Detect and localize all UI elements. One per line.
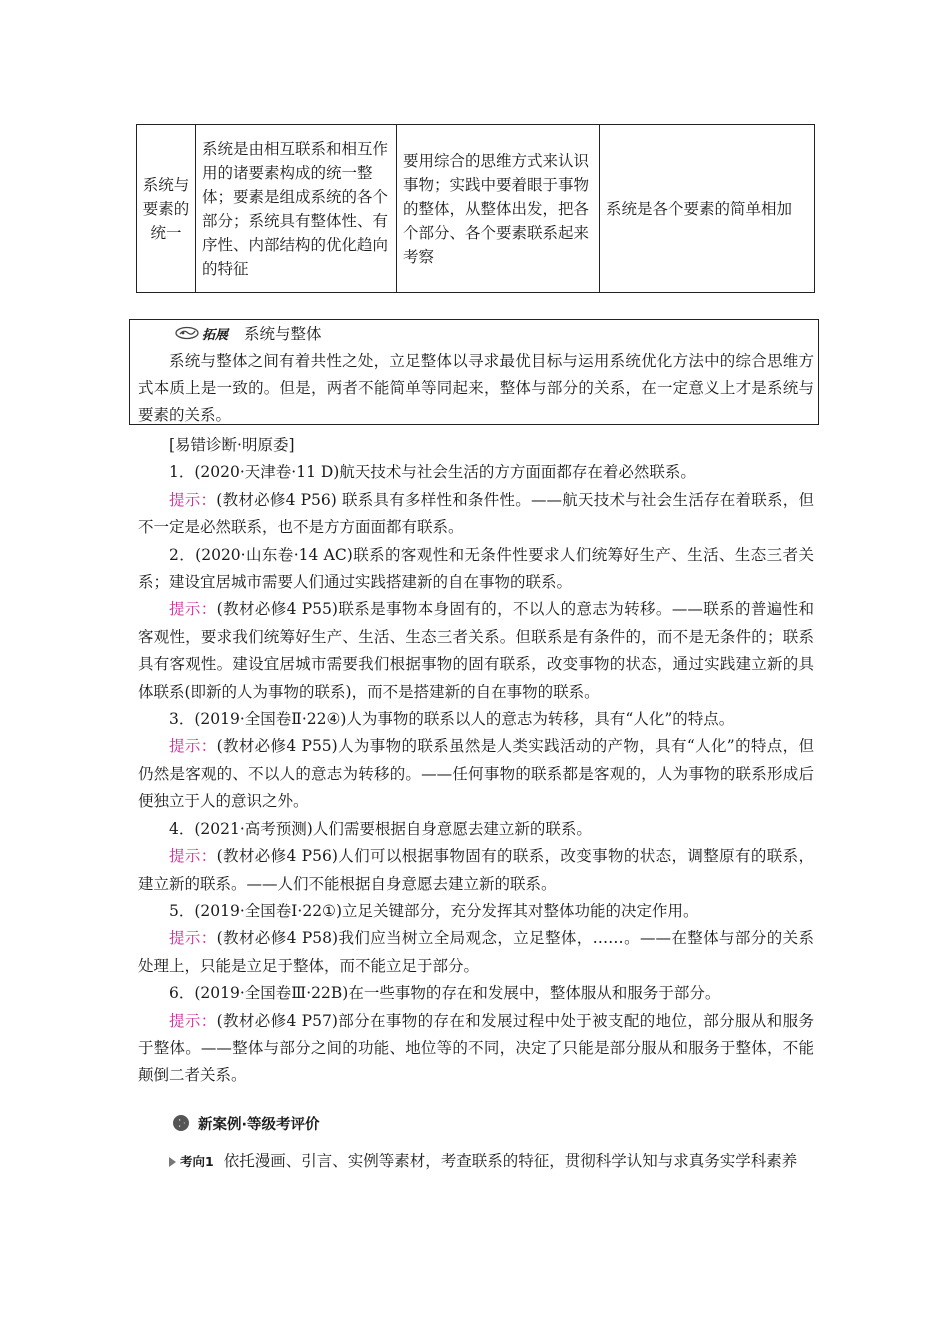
table-cell-requirement: 要用综合的思维方式来认识事物；实践中要着眼于事物的整体，从整体出发，把各个部分、各个要素联系起来考察 — [397, 125, 600, 293]
expand-box — [129, 319, 819, 425]
kaoxiang-text: 依托漫画、引言、实例等素材，考查联系的特征，贯彻科学认知与求真务实学科素养 — [223, 1152, 798, 1170]
hint-text: (教材必修4 P56) 联系具有多样性和条件性。——航天技术与社会生活存在着联系，但不一定是必然联系，也不是方方面面都有联系。 — [138, 490, 814, 537]
diagnosis-section — [138, 432, 814, 1090]
table-cell-meaning: 系统是由相互联系和相互作用的诸要素构成的统一整体；要素是组成系统的各个部分；系统具有整体性、有序性、内部结构的优化趋向的特征 — [196, 125, 397, 293]
hint-text: (教材必修4 P55)人为事物的联系虽然是人类实践活动的产物，具有“人化”的特点，但仍然是客观的、不以人的意志为转移的。——任何事物的联系都是客观的，人为事物的联系形成后便独立于人的意识之外。 — [138, 737, 814, 811]
expand-tag: 拓展 — [202, 327, 229, 343]
diagnosis-answer — [138, 843, 814, 898]
diagnosis-heading: [易错诊断·明原委] — [169, 436, 295, 454]
triangle-icon — [169, 1157, 176, 1167]
hint-label: 提示： — [169, 1011, 217, 1030]
expand-body: 系统与整体之间有着共性之处，立足整体以寻求最优目标与运用系统优化方法中的综合思维方式本质上是一致的。但是，两者不能简单等同起来，整体与部分的关系，在一定意义上才是系统与要素的关系。 — [138, 352, 814, 424]
hint-text: (教材必修4 P56)人们可以根据事物固有的联系，改变事物的状态，调整原有的联系，建立新的联系。——人们不能根据自身意愿去建立新的联系。 — [138, 847, 814, 893]
table-row — [137, 125, 815, 293]
expand-header — [174, 322, 322, 344]
diagnosis-answer — [138, 596, 814, 706]
hint-text: (教材必修4 P55)联系是事物本身固有的，不以人的意志为转移。——联系的普遍性和客观性，要求我们统筹好生产、生活、生态三者关系。但联系是有条件的，而不是无条件的；联系具有客观性。建设宜居城市需要我们根据事物的固有联系，改变事物的状态，通过实践建立新的具体联系(即新的人为事物的联系)，而不是搭建新的自在事物的联系。 — [138, 600, 814, 701]
table-cell-mistake: 系统是各个要素的简单相加 — [600, 125, 815, 293]
kaoxiang-tag: 考向1 — [180, 1154, 214, 1169]
section-title: 新案例·等级考评价 — [198, 1116, 320, 1133]
hint-label: 提示： — [169, 600, 217, 619]
diagnosis-answer — [138, 733, 814, 815]
diagnosis-question: 1．(2020·天津卷·11 D)航天技术与社会生活的方方面面都存在着必然联系。 — [169, 463, 696, 482]
hint-text: (教材必修4 P57)部分在事物的存在和发展过程中处于被支配的地位，部分服从和服务于整体。——整体与部分之间的功能、地位等的不同，决定了只能是部分服从和服务于整体，不能颠倒二者关系。 — [138, 1011, 814, 1085]
expand-title: 系统与整体 — [244, 325, 322, 343]
hint-label: 提示： — [169, 737, 217, 756]
hint-label: 提示： — [169, 490, 217, 509]
diagnosis-question: 6．(2019·全国卷Ⅲ·22B)在一些事物的存在和发展中，整体服从和服务于部分。 — [169, 984, 721, 1003]
diagnosis-answer — [138, 925, 814, 980]
diagnosis-question: 3．(2019·全国卷Ⅱ·22④)人为事物的联系以人的意志为转移，具有“人化”的特点。 — [169, 710, 735, 729]
expand-hand-icon — [174, 325, 200, 341]
diagnosis-list — [138, 459, 814, 1089]
hint-label: 提示： — [169, 929, 217, 948]
comparison-table — [136, 124, 815, 293]
kaoxiang-line — [138, 1148, 814, 1175]
table-cell-term: 系统与要素的统一 — [137, 125, 196, 293]
diagnosis-question: 4．(2021·高考预测)人们需要根据自身意愿去建立新的联系。 — [169, 819, 592, 838]
diagnosis-answer — [138, 1008, 814, 1090]
hint-text: (教材必修4 P58)我们应当树立全局观念，立足整体，……。——在整体与部分的关系处理上，只能是立足于整体，而不能立足于部分。 — [138, 929, 814, 975]
diagnosis-question: 5．(2019·全国卷Ⅰ·22①)立足关键部分，充分发挥其对整体功能的决定作用。 — [169, 901, 699, 920]
diagnosis-answer — [138, 487, 814, 542]
section-header — [172, 1112, 320, 1134]
diagnosis-question: 2．(2020·山东卷·14 AC)联系的客观性和无条件性要求人们统筹好生产、生活、生态三者关系；建设宜居城市需要人们通过实践搭建新的自在事物的联系。 — [138, 545, 814, 592]
hint-label: 提示： — [169, 847, 217, 866]
section-play-icon — [172, 1114, 190, 1132]
kaoxiang-block — [138, 1148, 814, 1175]
